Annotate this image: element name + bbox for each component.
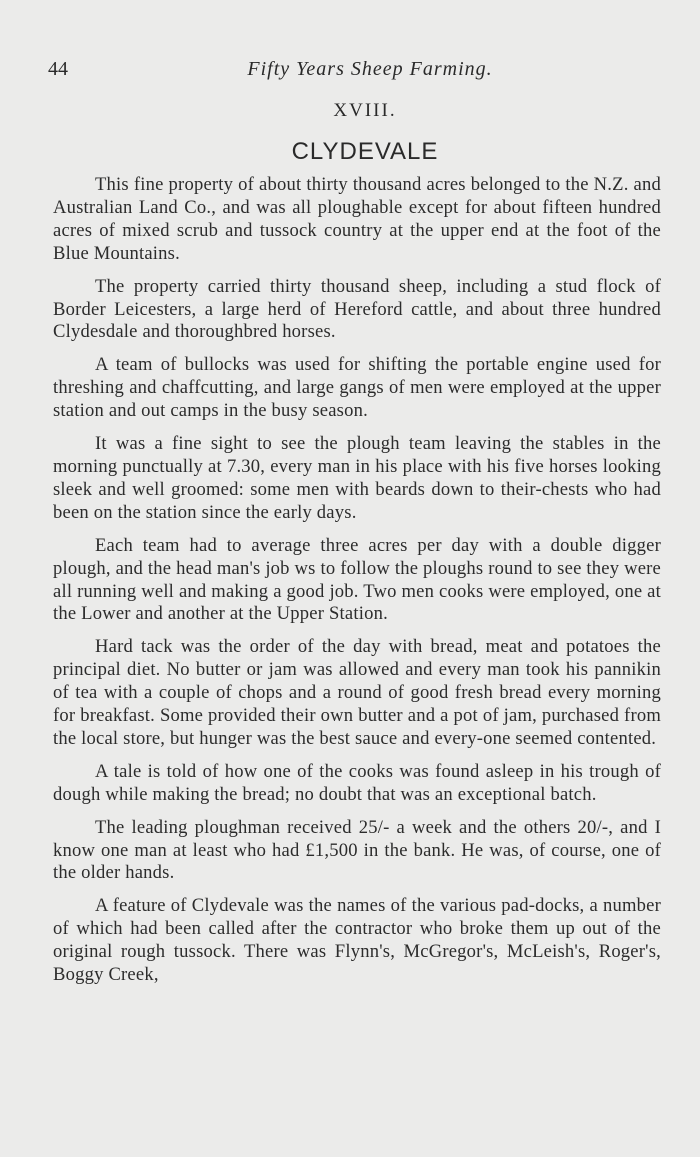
paragraph: The property carried thirty thousand sheep, including a stud flock of Border Leicesters, a large herd of Hereford cattle, and about three hundred Clydesdale and thoroughbred horses.	[53, 275, 661, 343]
paragraph: A tale is told of how one of the cooks was found asleep in his trough of dough while making the bread; no doubt that was an exceptional batch.	[53, 760, 661, 805]
paragraph: A feature of Clydevale was the names of the various pad-docks, a number of which had been called after the contractor who broke them up out of the original rough tussock. There was Flynn's, McGregor's, McLeish's, Roger's, Boggy Creek,	[53, 895, 661, 986]
running-head	[48, 58, 652, 82]
paragraph: The leading ploughman received 25/- a week and the others 20/-, and I know one man at least who had £1,500 in the bank. He was, of course, one of the older hands.	[53, 816, 661, 884]
book-title: Fifty Years Sheep Farming.	[247, 58, 493, 80]
paragraph: Hard tack was the order of the day with bread, meat and potatoes the principal diet. No butter or jam was allowed and every man took his pannikin of tea with a couple of chops and a round of good fresh bread every morning for breakfast. Some provided their own butter and a pot of jam, purchased from the local store, but hunger was the best sauce and every-one seemed contented.	[53, 636, 661, 749]
chapter-number: XVIII.	[333, 100, 397, 121]
paragraph: A team of bullocks was used for shifting the portable engine used for threshing and chaffcutting, and large gangs of men were employed at the upper station and out camps in the busy season.	[53, 354, 661, 422]
page-number: 44	[48, 58, 68, 80]
paragraph: It was a fine sight to see the plough team leaving the stables in the morning punctually at 7.30, every man in his place with his five horses looking sleek and well groomed: some men with beards down to their-chests who had been on the station since the early days.	[53, 433, 661, 523]
chapter-body	[53, 174, 661, 997]
paragraph: Each team had to average three acres per day with a double digger plough, and the head man's job ws to follow the ploughs round to see they were all running well and making a good job. Two men cooks were employed, one at the Lower and another at the Upper Station.	[53, 534, 661, 625]
paragraph: This fine property of about thirty thousand acres belonged to the N.Z. and Australian Land Co., and was all ploughable except for about fifteen hundred acres of mixed scrub and tussock country at the upper end at the foot of the Blue Mountains.	[53, 174, 661, 264]
chapter-title: CLYDEVALE	[291, 138, 439, 165]
